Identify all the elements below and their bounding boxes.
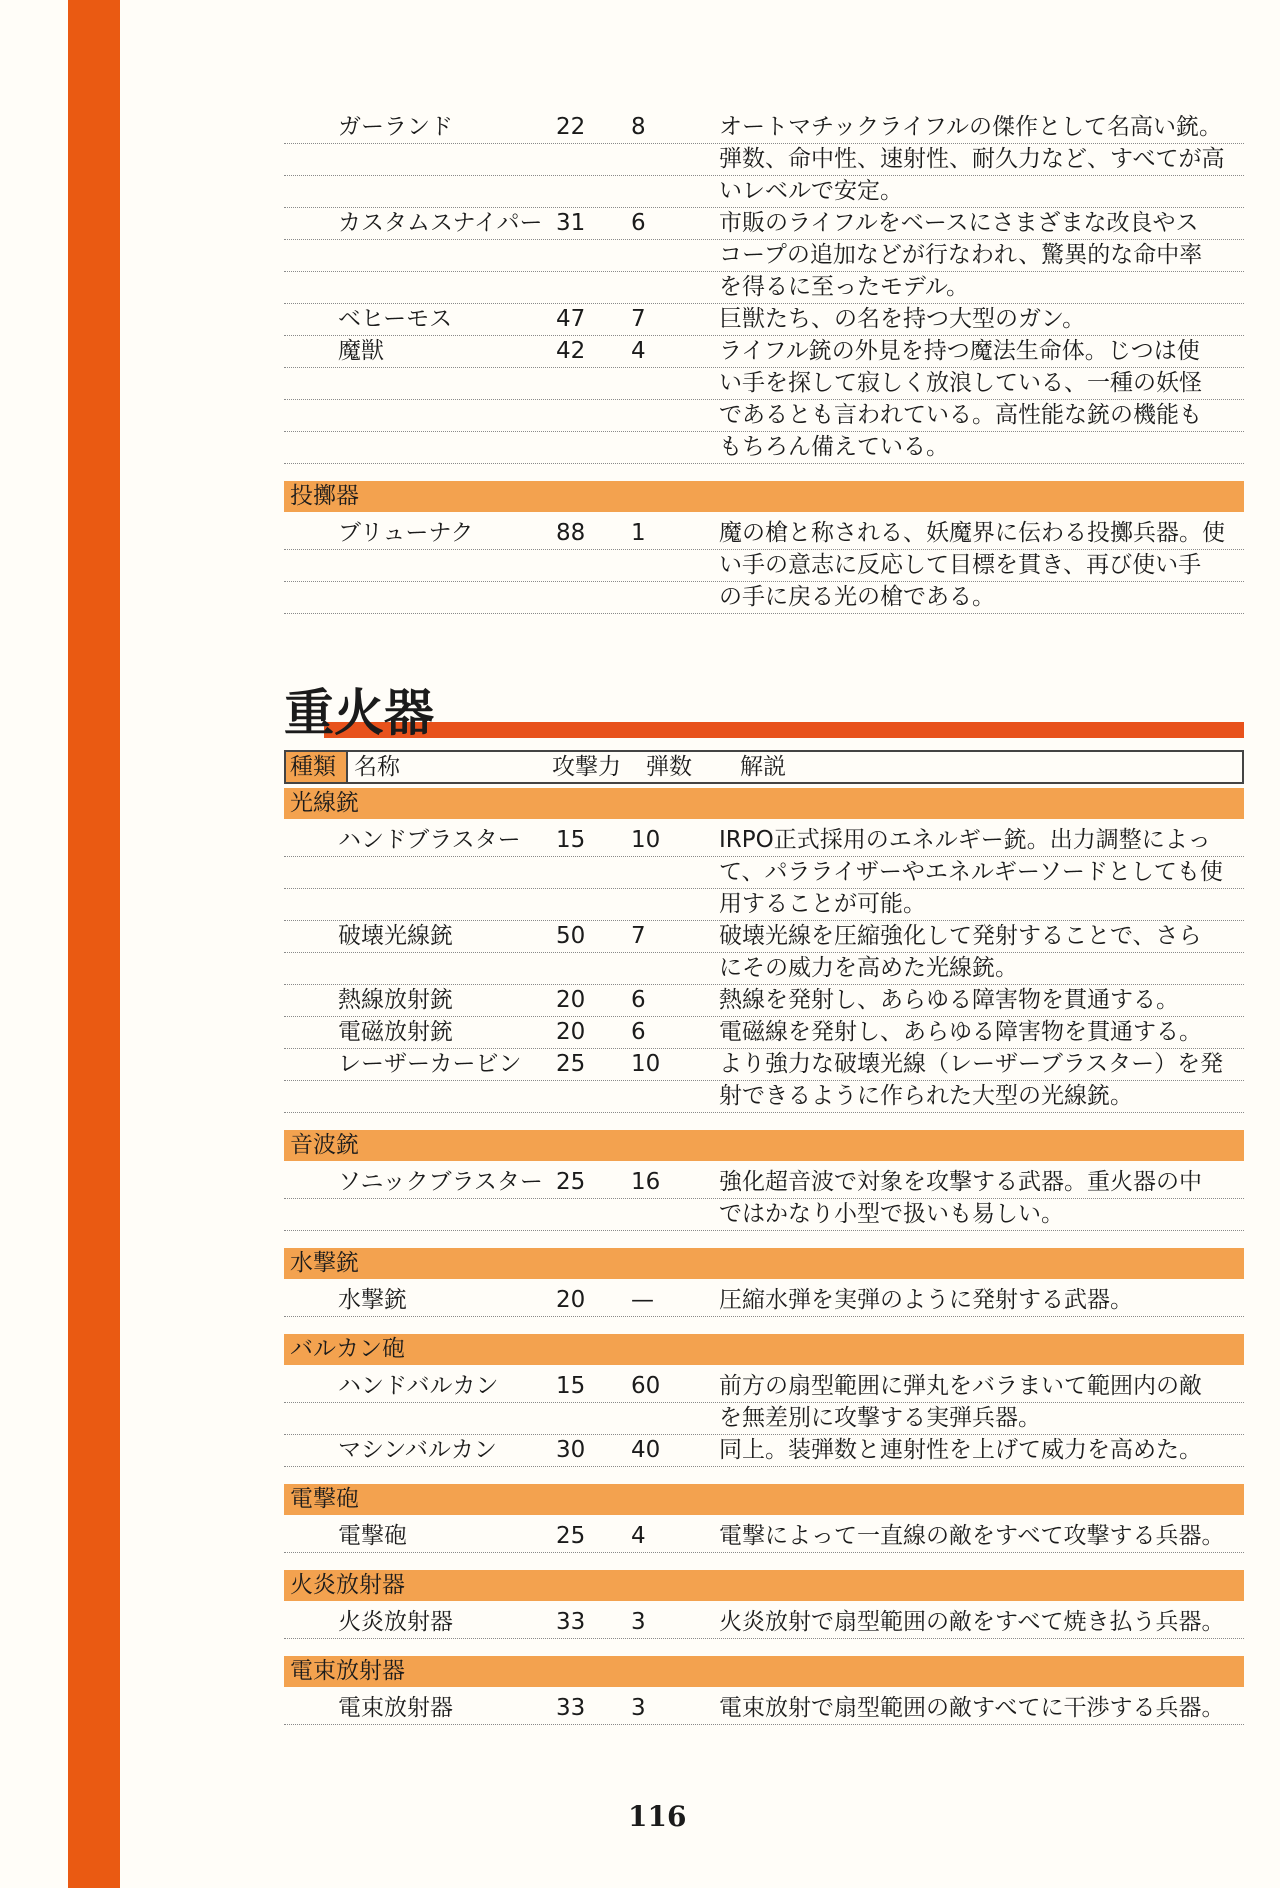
weapon-name: 電束放射器: [338, 1695, 453, 1721]
table-row: [284, 825, 1244, 857]
weapon-name: [284, 272, 556, 303]
table-row: [284, 1403, 1244, 1435]
weapon-name: [284, 1403, 556, 1434]
table-row: [284, 240, 1244, 272]
description-line: の手に戻る光の槍である。: [719, 584, 995, 610]
description-line: 圧縮水弾を実弾のように発射する武器。: [719, 1287, 1133, 1313]
table-row: [284, 1693, 1244, 1725]
weapon-name: ブリューナク: [338, 520, 474, 546]
attack-value: [556, 953, 631, 984]
description-line: 電磁線を発射し、あらゆる障害物を貫通する。: [719, 1019, 1202, 1045]
table-row: [284, 112, 1244, 144]
ammo-value: [631, 953, 719, 984]
table-row: [284, 1371, 1244, 1403]
attack-value: [556, 550, 631, 581]
attack-value: 42: [556, 338, 586, 364]
table-row: [284, 1607, 1244, 1639]
ammo-value: 8: [631, 114, 646, 140]
ammo-value: 40: [631, 1437, 661, 1463]
attack-value: [556, 144, 631, 175]
ammo-value: 4: [631, 338, 646, 364]
category-band: 電束放射器: [284, 1656, 1244, 1687]
ammo-value: 3: [631, 1609, 646, 1635]
weapon-name: [284, 889, 556, 920]
table-row: [284, 432, 1244, 464]
ammo-value: [631, 176, 719, 207]
description-line: 用することが可能。: [719, 891, 926, 917]
description-line: 弾数、命中性、速射性、耐久力など、すべてが高: [719, 146, 1225, 172]
category-band: 火炎放射器: [284, 1570, 1244, 1601]
weapon-name: ハンドバルカン: [338, 1373, 499, 1399]
heavy-weapons-table: [284, 788, 1244, 1725]
header-description: 解説: [740, 754, 786, 780]
ammo-value: 6: [631, 210, 646, 236]
header-name: 名称: [354, 754, 400, 780]
table-row: [284, 953, 1244, 985]
description-line: オートマチックライフルの傑作として名高い銃。: [719, 114, 1223, 140]
throwing-weapons-section: [284, 481, 1244, 614]
page-number: 116: [628, 1800, 687, 1833]
attack-value: [556, 582, 631, 613]
ammo-value: [631, 368, 719, 399]
category-band: 投擲器: [284, 481, 1244, 512]
weapon-name: [284, 582, 556, 613]
description-line: 魔の槍と称される、妖魔界に伝わる投擲兵器。使: [719, 520, 1225, 546]
description-line: い手を探して寂しく放浪している、一種の妖怪: [719, 370, 1202, 396]
header-attack: 攻撃力: [552, 754, 621, 780]
description-line: ライフル銃の外見を持つ魔法生命体。じつは使: [719, 338, 1200, 364]
category-band: 音波銃: [284, 1130, 1244, 1161]
table-row: [284, 208, 1244, 240]
weapon-name: レーザーカービン: [338, 1051, 522, 1077]
ammo-value: 4: [631, 1523, 646, 1549]
weapon-name: [284, 176, 556, 207]
ammo-value: [631, 1403, 719, 1434]
attack-value: [556, 889, 631, 920]
ammo-value: [631, 889, 719, 920]
rifle-list: [284, 112, 1244, 464]
ammo-value: 1: [631, 520, 646, 546]
weapon-name: 破壊光線銃: [338, 923, 453, 949]
description-line: て、パラライザーやエネルギーソードとしても使: [719, 859, 1223, 885]
weapon-name: [284, 368, 556, 399]
weapon-name: [284, 1081, 556, 1112]
weapon-name: ベヒーモス: [338, 306, 453, 332]
attack-value: 22: [556, 114, 586, 140]
attack-value: [556, 176, 631, 207]
attack-value: 25: [556, 1169, 586, 1195]
ammo-value: 3: [631, 1695, 646, 1721]
title-underline-bar: [324, 722, 1244, 738]
table-row: [284, 1167, 1244, 1199]
table-row: [284, 1049, 1244, 1081]
description-line: 熱線を発射し、あらゆる障害物を貫通する。: [719, 987, 1179, 1013]
description-line: コープの追加などが行なわれ、驚異的な命中率: [719, 242, 1203, 268]
table-row: [284, 921, 1244, 953]
table-row: [284, 272, 1244, 304]
category-band: 光線銃: [284, 788, 1244, 819]
description-line: 電撃によって一直線の敵をすべて攻撃する兵器。: [719, 1523, 1225, 1549]
description-line: にその威力を高めた光線銃。: [719, 955, 1018, 981]
header-ammo: 弾数: [646, 754, 692, 780]
weapon-name: 熱線放射銃: [338, 987, 453, 1013]
ammo-value: [631, 240, 719, 271]
category-band: バルカン砲: [284, 1334, 1244, 1365]
attack-value: 88: [556, 520, 586, 546]
ammo-value: [631, 582, 719, 613]
table-row: [284, 582, 1244, 614]
attack-value: 30: [556, 1437, 586, 1463]
attack-value: [556, 857, 631, 888]
table-row: [284, 400, 1244, 432]
ammo-value: [631, 272, 719, 303]
description-line: 同上。装弾数と連射性を上げて威力を高めた。: [719, 1437, 1202, 1463]
table-row: [284, 304, 1244, 336]
attack-value: 50: [556, 923, 586, 949]
ammo-value: 6: [631, 1019, 646, 1045]
left-edge-bar: [68, 0, 120, 1888]
weapon-name: ソニックブラスター: [338, 1169, 543, 1195]
heavy-weapons-heading: [284, 680, 1244, 746]
ammo-value: [631, 144, 719, 175]
weapon-name: [284, 432, 556, 463]
table-row: [284, 1435, 1244, 1467]
attack-value: [556, 1199, 631, 1230]
description-line: 電束放射で扇型範囲の敵すべてに干渉する兵器。: [719, 1695, 1225, 1721]
attack-value: 15: [556, 1373, 586, 1399]
weapon-name: ガーランド: [338, 114, 453, 140]
description-line: ではかなり小型で扱いも易しい。: [719, 1201, 1064, 1227]
weapon-name: ハンドブラスター: [338, 827, 521, 853]
table-row: [284, 985, 1244, 1017]
attack-value: [556, 1403, 631, 1434]
weapon-name: 電磁放射銃: [338, 1019, 453, 1045]
attack-value: 33: [556, 1695, 586, 1721]
table-row: [284, 1081, 1244, 1113]
table-row: [284, 550, 1244, 582]
table-row: [284, 518, 1244, 550]
ammo-value: 7: [631, 923, 646, 949]
weapon-name: マシンバルカン: [338, 1437, 497, 1463]
attack-value: [556, 240, 631, 271]
table-row: [284, 336, 1244, 368]
attack-value: 47: [556, 306, 586, 332]
ammo-value: [631, 400, 719, 431]
ammo-value: 7: [631, 306, 646, 332]
attack-value: 20: [556, 1019, 586, 1045]
weapon-name: 水撃銃: [338, 1287, 407, 1313]
ammo-value: 6: [631, 987, 646, 1013]
ammo-value: 10: [631, 827, 661, 853]
table-row: [284, 368, 1244, 400]
description-line: 射できるように作られた大型の光線銃。: [719, 1083, 1133, 1109]
ammo-value: 16: [631, 1169, 661, 1195]
header-type: 種類: [286, 752, 348, 782]
attack-value: [556, 368, 631, 399]
table-row: [284, 1285, 1244, 1317]
weapon-name: 魔獣: [338, 338, 384, 364]
weapon-name: [284, 953, 556, 984]
description-line: 火炎放射で扇型範囲の敵をすべて焼き払う兵器。: [719, 1609, 1225, 1635]
description-line: を得るに至ったモデル。: [719, 274, 970, 300]
ammo-value: [631, 432, 719, 463]
category-band: 電撃砲: [284, 1484, 1244, 1515]
ammo-value: [631, 857, 719, 888]
ammo-value: [631, 1199, 719, 1230]
attack-value: 31: [556, 210, 586, 236]
table-row: [284, 857, 1244, 889]
description-line: 破壊光線を圧縮強化して発射することで、さら: [719, 923, 1202, 949]
attack-value: 33: [556, 1609, 586, 1635]
ammo-value: —: [631, 1287, 654, 1313]
section-title: 重火器: [284, 684, 434, 742]
description-line: いレベルで安定。: [719, 178, 903, 204]
ammo-value: [631, 550, 719, 581]
attack-value: 25: [556, 1523, 586, 1549]
table-row: [284, 1017, 1244, 1049]
table-header: [284, 750, 1244, 784]
ammo-value: [631, 1081, 719, 1112]
attack-value: 15: [556, 827, 586, 853]
ammo-value: 60: [631, 1373, 661, 1399]
weapon-name: [284, 550, 556, 581]
attack-value: [556, 432, 631, 463]
attack-value: [556, 400, 631, 431]
description-line: IRPO正式採用のエネルギー銃。出力調整によっ: [719, 827, 1211, 853]
description-line: より強力な破壊光線（レーザーブラスター）を発: [719, 1051, 1224, 1077]
table-row: [284, 889, 1244, 921]
attack-value: 25: [556, 1051, 586, 1077]
description-line: 市販のライフルをベースにさまざまな改良やス: [719, 210, 1199, 236]
description-line: 巨獣たち、の名を持つ大型のガン。: [719, 306, 1086, 332]
attack-value: 20: [556, 987, 586, 1013]
weapon-name: カスタムスナイパー: [338, 210, 543, 236]
attack-value: [556, 272, 631, 303]
page-content: [284, 112, 1244, 1725]
weapon-name: 電撃砲: [338, 1523, 407, 1549]
table-row: [284, 144, 1244, 176]
ammo-value: 10: [631, 1051, 661, 1077]
description-line: であるとも言われている。高性能な銃の機能も: [719, 402, 1202, 428]
weapon-name: 火炎放射器: [338, 1609, 453, 1635]
weapon-name: [284, 400, 556, 431]
weapon-name: [284, 144, 556, 175]
weapon-name: [284, 857, 556, 888]
table-row: [284, 1199, 1244, 1231]
category-band: 水撃銃: [284, 1248, 1244, 1279]
description-line: もちろん備えている。: [719, 434, 949, 460]
attack-value: [556, 1081, 631, 1112]
attack-value: 20: [556, 1287, 586, 1313]
table-row: [284, 1521, 1244, 1553]
table-row: [284, 176, 1244, 208]
weapon-name: [284, 1199, 556, 1230]
description-line: い手の意志に反応して目標を貫き、再び使い手: [719, 552, 1202, 578]
description-line: 強化超音波で対象を攻撃する武器。重火器の中: [719, 1169, 1202, 1195]
description-line: 前方の扇型範囲に弾丸をバラまいて範囲内の敵: [719, 1373, 1202, 1399]
weapon-name: [284, 240, 556, 271]
description-line: を無差別に攻撃する実弾兵器。: [719, 1405, 1041, 1431]
